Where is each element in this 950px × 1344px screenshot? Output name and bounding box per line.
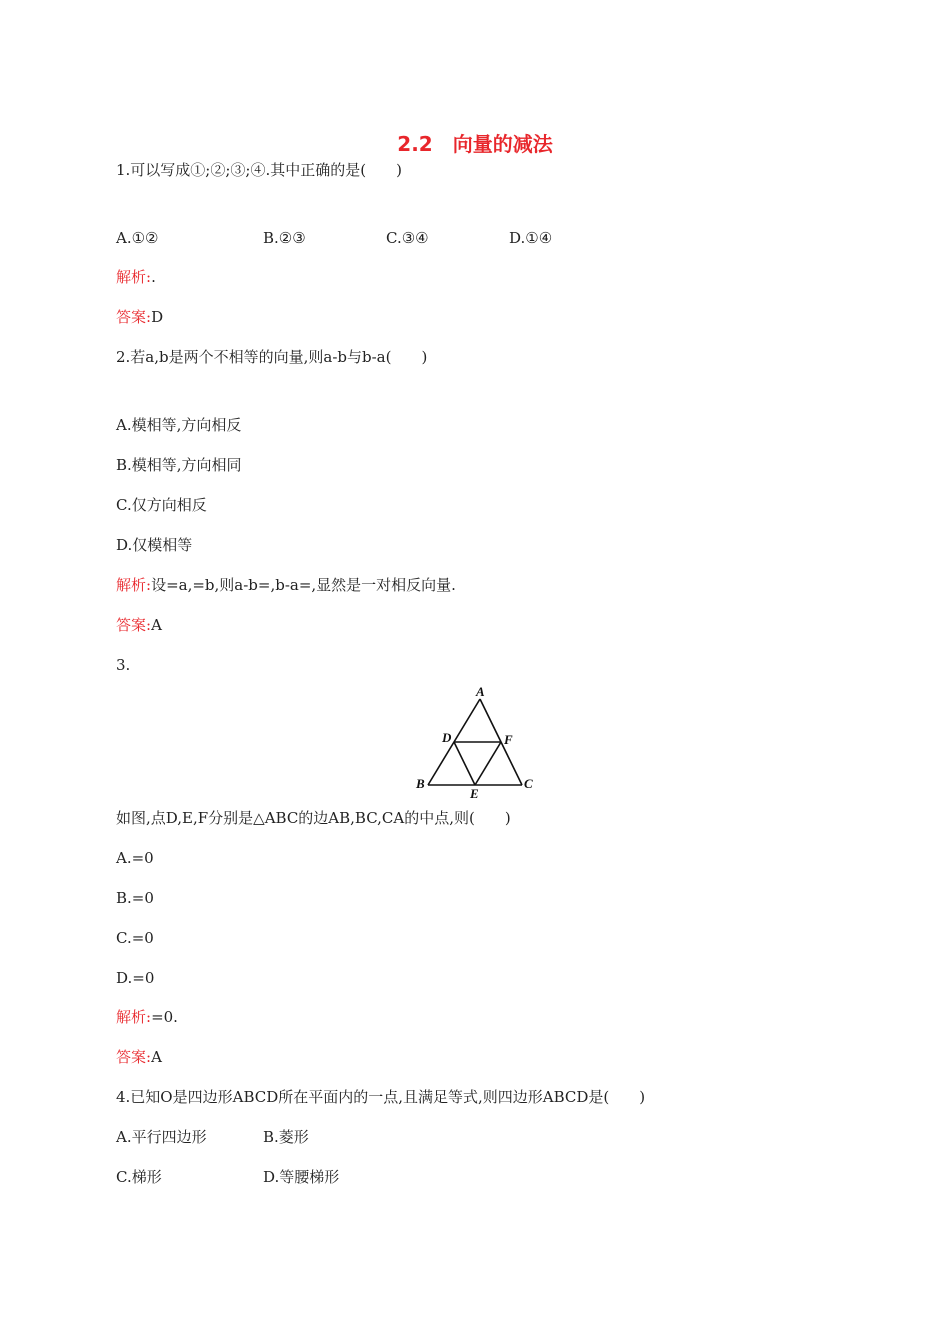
q3-analysis bbox=[116, 1007, 178, 1027]
q1-stem: 1.可以写成①;②;③;④.其中正确的是( ) bbox=[116, 161, 402, 179]
q1-analysis-label: 解析: bbox=[116, 268, 152, 286]
label-b: B bbox=[416, 776, 425, 791]
segment-fe bbox=[475, 742, 501, 785]
q3-option-c: C.=0 bbox=[116, 929, 154, 947]
q2-answer-label: 答案: bbox=[116, 616, 152, 634]
q3-analysis-text: =0. bbox=[151, 1008, 178, 1026]
q3-option-d: D.=0 bbox=[116, 969, 155, 987]
q1-option-d: D.①④ bbox=[509, 229, 553, 247]
q1-answer-text: D bbox=[151, 308, 164, 326]
q3-analysis-label: 解析: bbox=[116, 1008, 152, 1026]
q2-stem: 2.若a,b是两个不相等的向量,则a-b与b-a( ) bbox=[116, 348, 428, 366]
q2-analysis bbox=[116, 575, 456, 595]
q1-analysis bbox=[116, 267, 156, 287]
q4-stem: 4.已知O是四边形ABCD所在平面内的一点,且满足等式,则四边形ABCD是( ) bbox=[116, 1088, 646, 1106]
q3-number: 3. bbox=[116, 656, 131, 674]
q2-answer bbox=[116, 615, 162, 635]
q2-answer-text: A bbox=[151, 616, 162, 634]
q3-option-b: B.=0 bbox=[116, 889, 154, 907]
q1-answer-label: 答案: bbox=[116, 308, 152, 326]
q2-option-d: D.仅模相等 bbox=[116, 536, 193, 554]
label-e: E bbox=[470, 786, 479, 800]
q2-option-b: B.模相等,方向相同 bbox=[116, 456, 242, 474]
q1-analysis-text: . bbox=[151, 268, 156, 286]
q3-stem: 如图,点D,E,F分别是△ABC的边AB,BC,CA的中点,则( ) bbox=[116, 809, 511, 827]
label-c: C bbox=[524, 776, 533, 791]
label-a: A bbox=[476, 684, 485, 699]
label-f: F bbox=[504, 732, 513, 747]
segment-de bbox=[454, 742, 475, 785]
q1-option-a: A.①② bbox=[116, 229, 159, 247]
q3-option-a: A.=0 bbox=[116, 849, 154, 867]
q1-option-b: B.②③ bbox=[263, 229, 306, 247]
q1-option-c: C.③④ bbox=[386, 229, 429, 247]
page-title: 2.2 向量的减法 bbox=[397, 132, 553, 156]
q4-option-a: A.平行四边形 bbox=[116, 1128, 207, 1146]
q2-option-a: A.模相等,方向相反 bbox=[116, 416, 242, 434]
label-d: D bbox=[442, 730, 452, 745]
triangle-figure bbox=[410, 684, 540, 800]
q2-analysis-label: 解析: bbox=[116, 576, 152, 594]
q2-option-c: C.仅方向相反 bbox=[116, 496, 207, 514]
q3-answer-label: 答案: bbox=[116, 1048, 152, 1066]
q4-option-b: B.菱形 bbox=[263, 1128, 309, 1146]
q1-answer bbox=[116, 307, 163, 327]
q4-option-d: D.等腰梯形 bbox=[263, 1168, 340, 1186]
q4-option-c: C.梯形 bbox=[116, 1168, 162, 1186]
q3-answer bbox=[116, 1047, 162, 1067]
q3-answer-text: A bbox=[151, 1048, 162, 1066]
q2-analysis-text: 设=a,=b,则a-b=,b-a=,显然是一对相反向量. bbox=[151, 576, 456, 594]
